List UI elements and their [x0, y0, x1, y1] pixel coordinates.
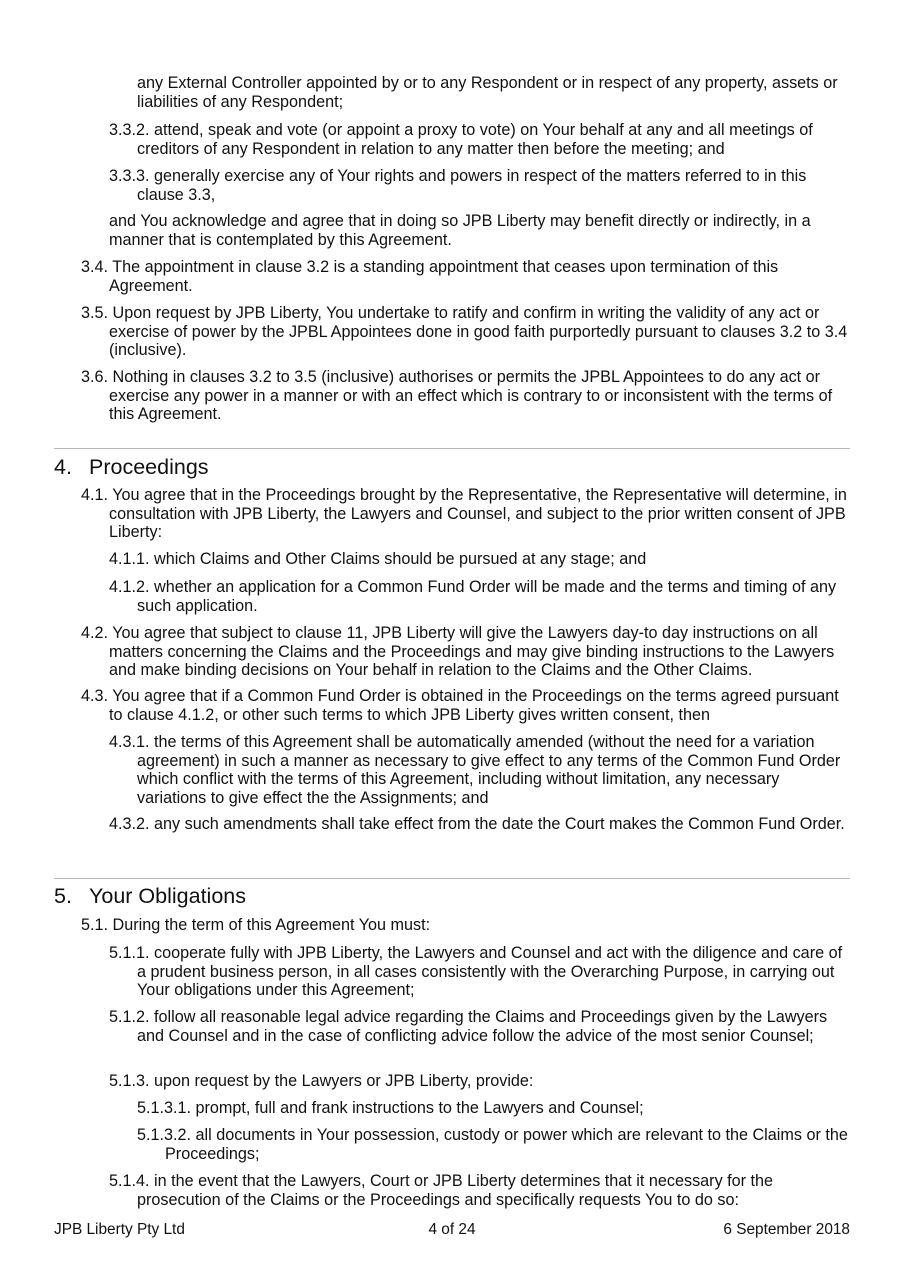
section-heading-4 [54, 455, 850, 479]
footer-company: JPB Liberty Pty Ltd [54, 1221, 185, 1238]
clause-text: You agree that in the Proceedings brought by the Representative, the Representative will determine, in consultation with JPB Liberty, the Lawyers and Counsel, and subject to the prior written consent of JPB Liberty: [109, 486, 847, 542]
clause-5-1 [81, 916, 850, 935]
clause-number: 5.1.3.2. [137, 1126, 192, 1144]
clause-4-1-2 [109, 578, 850, 615]
section-number: 4. [54, 455, 72, 479]
clause-5-1-4 [109, 1172, 850, 1209]
clause-continuation [137, 74, 850, 111]
clause-text: upon request by the Lawyers or JPB Liberty, provide: [154, 1072, 534, 1090]
clause-4-1 [81, 486, 850, 542]
footer-page-number: 4 of 24 [428, 1221, 476, 1238]
clause-text: cooperate fully with JPB Liberty, the Lawyers and Counsel and act with the diligence and care of a prudent business person, in all cases consistently with the Overarching Purpose, in carrying out Your obligations under this Agreement; [137, 944, 843, 1000]
clause-3-3-3 [109, 167, 850, 204]
clause-text: any External Controller appointed by or to any Respondent or in respect of any property, assets or liabilities of any Respondent; [137, 74, 838, 111]
clause-text: which Claims and Other Claims should be pursued at any stage; and [154, 550, 647, 568]
clause-4-3 [81, 687, 850, 724]
section-title: Your Obligations [89, 884, 246, 908]
clause-number: 5.1.1. [109, 944, 150, 962]
clause-text: You agree that if a Common Fund Order is obtained in the Proceedings on the terms agreed pursuant to clause 4.1.2, or other such terms to which JPB Liberty gives written consent, then [109, 687, 839, 724]
clause-5-1-1 [109, 944, 850, 1000]
clause-number: 3.3.2. [109, 121, 150, 139]
clause-text: During the term of this Agreement You must: [112, 916, 431, 934]
clause-5-1-3-2 [137, 1126, 850, 1163]
clause-number: 4.3.1. [109, 733, 150, 751]
clause-3-3-tail [109, 212, 850, 249]
clause-3-3-2 [109, 121, 850, 158]
clause-number: 4.2. [81, 624, 109, 642]
clause-text: whether an application for a Common Fund Order will be made and the terms and timing of any such application. [137, 578, 837, 615]
clause-text: and You acknowledge and agree that in doing so JPB Liberty may benefit directly or indirectly, in a manner that is contemplated by this Agreement. [109, 212, 811, 249]
clause-4-3-2 [109, 815, 850, 834]
clause-number: 4.3. [81, 687, 109, 705]
clause-4-3-1 [109, 733, 850, 807]
clause-3-5 [81, 304, 850, 360]
clause-text: the terms of this Agreement shall be automatically amended (without the need for a variation agreement) in such a manner as necessary to give effect to any terms of the Common Fund Order which conflict with the terms of this Agreement, including without limitation, any necessary variations to give effect the the Assignments; and [137, 733, 841, 807]
clause-number: 4.1.1. [109, 550, 150, 568]
clause-text: prompt, full and frank instructions to the Lawyers and Counsel; [195, 1099, 644, 1117]
clause-text: in the event that the Lawyers, Court or JPB Liberty determines that it necessary for the prosecution of the Claims or the Proceedings and specifically requests You to do so: [137, 1172, 774, 1209]
clause-3-6 [81, 368, 850, 424]
clause-number: 5.1. [81, 916, 109, 934]
clause-number: 5.1.4. [109, 1172, 150, 1190]
section-title: Proceedings [89, 455, 209, 479]
clause-number: 5.1.3. [109, 1072, 150, 1090]
clause-text: Nothing in clauses 3.2 to 3.5 (inclusive) authorises or permits the JPBL Appointees to do any act or exercise any power in a manner or with an effect which is contrary to or inconsistent with the terms of this Agreement. [109, 368, 833, 424]
clause-5-1-3 [109, 1072, 850, 1091]
section-divider [54, 448, 850, 449]
clause-5-1-3-1 [137, 1099, 850, 1118]
clause-number: 4.3.2. [109, 815, 150, 833]
clause-number: 3.5. [81, 304, 109, 322]
clause-4-2 [81, 624, 850, 680]
clause-text: follow all reasonable legal advice regarding the Claims and Proceedings given by the Lawyers and Counsel and in the case of conflicting advice follow the advice of the most senior Counsel; [137, 1008, 828, 1045]
clause-5-1-2 [109, 1008, 850, 1045]
clause-number: 4.1. [81, 486, 109, 504]
clause-3-4 [81, 258, 850, 295]
clause-number: 4.1.2. [109, 578, 150, 596]
clause-text: Upon request by JPB Liberty, You undertake to ratify and confirm in writing the validity of any act or exercise of power by the JPBL Appointees done in good faith purportedly pursuant to clauses 3.2 to 3.4 (inclusive). [109, 304, 848, 360]
clause-4-1-1 [109, 550, 850, 569]
section-heading-5 [54, 884, 850, 908]
clause-text: all documents in Your possession, custody or power which are relevant to the Claims or the Proceedings; [165, 1126, 848, 1163]
clause-text: You agree that subject to clause 11, JPB Liberty will give the Lawyers day-to day instructions on all matters concerning the Claims and the Proceedings and may give binding instructions to the Lawyers and make binding decisions on Your behalf in relation to the Claims and the Other Claims. [109, 624, 835, 680]
clause-number: 5.1.3.1. [137, 1099, 192, 1117]
clause-number: 3.4. [81, 258, 109, 276]
clause-number: 5.1.2. [109, 1008, 150, 1026]
clause-number: 3.3.3. [109, 167, 150, 185]
section-divider [54, 878, 850, 879]
clause-number: 3.6. [81, 368, 109, 386]
clause-text: The appointment in clause 3.2 is a standing appointment that ceases upon termination of this Agreement. [109, 258, 779, 295]
section-number: 5. [54, 884, 72, 908]
clause-text: attend, speak and vote (or appoint a proxy to vote) on Your behalf at any and all meetings of creditors of any Respondent in relation to any matter then before the meeting; and [137, 121, 813, 158]
clause-text: generally exercise any of Your rights and powers in respect of the matters referred to in this clause 3.3, [137, 167, 807, 204]
clause-text: any such amendments shall take effect from the date the Court makes the Common Fund Order. [154, 815, 845, 833]
footer-date: 6 September 2018 [723, 1221, 850, 1238]
